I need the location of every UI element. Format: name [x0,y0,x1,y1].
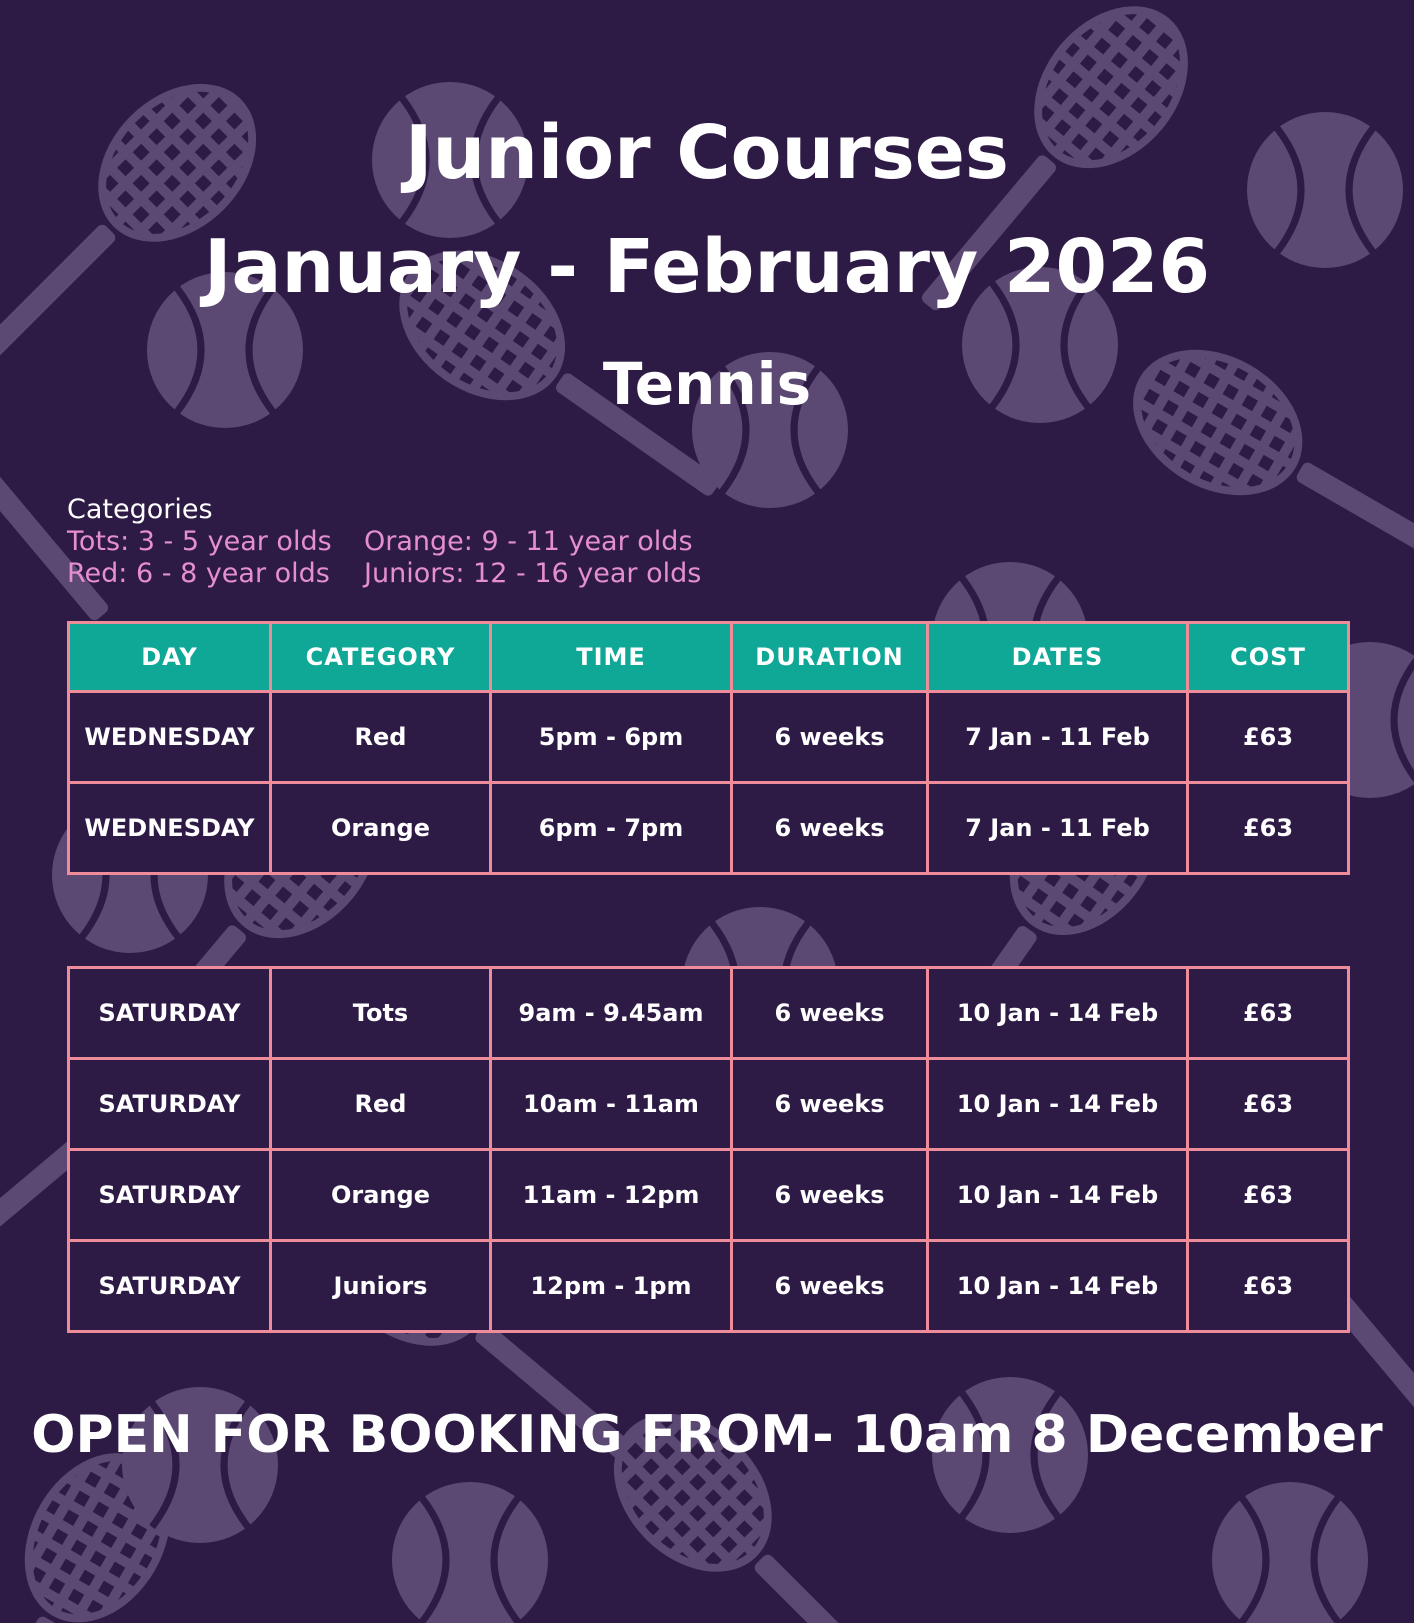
header-cost: COST [1188,623,1349,692]
cell-cost: £63 [1188,1059,1349,1150]
cell-time: 5pm - 6pm [491,692,732,783]
cell-dates: 10 Jan - 14 Feb [928,1150,1188,1241]
cell-day: SATURDAY [69,1241,271,1332]
cell-duration: 6 weeks [732,1150,928,1241]
cell-time: 9am - 9.45am [491,968,732,1059]
cell-duration: 6 weeks [732,1241,928,1332]
cell-cost: £63 [1188,692,1349,783]
booking-open-banner: OPEN FOR BOOKING FROM- 10am 8 December [31,1405,1383,1465]
cell-duration: 6 weeks [732,783,928,874]
title-line-2: January - February 2026 [203,224,1210,310]
cell-day: WEDNESDAY [69,783,271,874]
category-tots: Tots: 3 - 5 year olds [67,526,332,557]
cell-cost: £63 [1188,1150,1349,1241]
cell-day: SATURDAY [69,1150,271,1241]
cell-time: 6pm - 7pm [491,783,732,874]
table-row [69,1059,1349,1150]
header-category: CATEGORY [271,623,491,692]
table-header-row [69,623,1349,692]
category-orange: Orange: 9 - 11 year olds [364,526,693,557]
cell-time: 11am - 12pm [491,1150,732,1241]
cell-category: Red [271,1059,491,1150]
cell-cost: £63 [1188,1241,1349,1332]
table-row [69,692,1349,783]
cell-duration: 6 weeks [732,968,928,1059]
table-row [69,968,1349,1059]
cell-cost: £63 [1188,783,1349,874]
table-row [69,1241,1349,1332]
cell-time: 10am - 11am [491,1059,732,1150]
header-duration: DURATION [732,623,928,692]
cell-duration: 6 weeks [732,692,928,783]
cell-category: Juniors [271,1241,491,1332]
category-red: Red: 6 - 8 year olds [67,558,330,589]
cell-day: WEDNESDAY [69,692,271,783]
wednesday-schedule-table [67,621,1350,875]
header-day: DAY [69,623,271,692]
title-line-1: Junior Courses [405,110,1009,196]
cell-dates: 10 Jan - 14 Feb [928,968,1188,1059]
table-row [69,783,1349,874]
header-time: TIME [491,623,732,692]
cell-dates: 10 Jan - 14 Feb [928,1059,1188,1150]
cell-dates: 10 Jan - 14 Feb [928,1241,1188,1332]
title-line-3: Tennis [602,350,812,418]
cell-category: Tots [271,968,491,1059]
cell-day: SATURDAY [69,968,271,1059]
saturday-schedule-table [67,966,1350,1333]
cell-dates: 7 Jan - 11 Feb [928,692,1188,783]
category-juniors: Juniors: 12 - 16 year olds [364,558,702,589]
table-row [69,1150,1349,1241]
cell-day: SATURDAY [69,1059,271,1150]
cell-dates: 7 Jan - 11 Feb [928,783,1188,874]
header-dates: DATES [928,623,1188,692]
cell-time: 12pm - 1pm [491,1241,732,1332]
cell-category: Orange [271,1150,491,1241]
cell-cost: £63 [1188,968,1349,1059]
cell-category: Red [271,692,491,783]
categories-heading: Categories [67,494,213,525]
cell-category: Orange [271,783,491,874]
cell-duration: 6 weeks [732,1059,928,1150]
